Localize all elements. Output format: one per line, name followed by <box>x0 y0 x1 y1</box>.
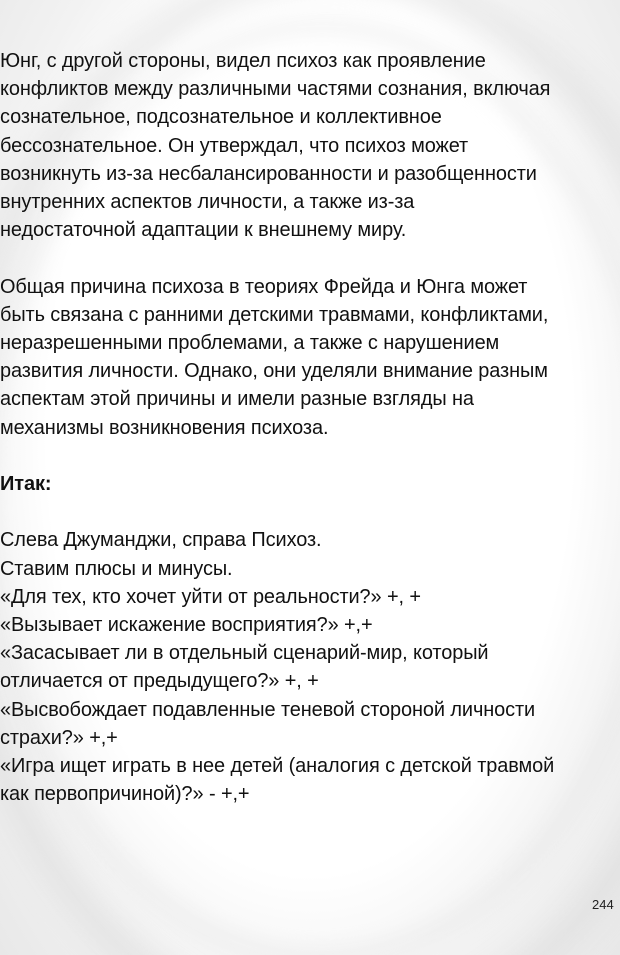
text-line: бессознательное. Он утверждал, что психоз может <box>0 134 469 157</box>
list-item: «Высвобождает подавленные теневой стороной личности <box>0 698 536 721</box>
comparison-list <box>0 526 620 808</box>
text-line: недостаточной адаптации к внешнему миру. <box>0 219 407 242</box>
text-line: конфликтов между различными частями сознания, включая <box>0 78 551 101</box>
text-line: неразрешенными проблемами, а также с нарушением <box>0 332 500 355</box>
text-line: развития личности. Однако, они уделяли внимание разным <box>0 360 548 383</box>
list-item: «Для тех, кто хочет уйти от реальности?» +, + <box>0 585 421 608</box>
paragraph-gap <box>0 442 620 470</box>
paragraph-common-cause <box>0 273 620 442</box>
list-item: Ставим плюсы и минусы. <box>0 557 233 580</box>
list-item: «Засасывает ли в отдельный сценарий-мир, который <box>0 642 489 665</box>
paragraph-gap <box>0 498 620 526</box>
text-line: сознательное, подсознательное и коллективное <box>0 106 442 129</box>
text-line: Общая причина психоза в теориях Фрейда и Юнга может <box>0 275 528 298</box>
list-item: «Игра ищет играть в нее детей (аналогия с детской травмой <box>0 755 555 778</box>
text-line: Юнг, с другой стороны, видел психоз как проявление <box>0 50 486 72</box>
list-item: Слева Джуманджи, справа Психоз. <box>0 529 322 552</box>
text-line: внутренних аспектов личности, а также из-за <box>0 191 415 214</box>
page-text <box>0 47 620 808</box>
text-line: механизмы возникновения психоза. <box>0 416 329 439</box>
text-line: аспектам этой причины и имели разные взгляды на <box>0 388 474 411</box>
paragraph-gap <box>0 244 620 272</box>
list-item: «Вызывает искажение восприятия?» +,+ <box>0 614 373 637</box>
text-line: возникнуть из-за несбалансированности и разобщенности <box>0 162 537 185</box>
text-line: быть связана с ранними детскими травмами, конфликтами, <box>0 303 549 326</box>
page-number: 244 <box>592 897 614 912</box>
list-item: как первопричиной)?» - +,+ <box>0 783 250 806</box>
paragraph-jung <box>0 47 620 244</box>
list-item: страхи?» +,+ <box>0 726 118 749</box>
list-item: отличается от предыдущего?» +, + <box>0 670 319 693</box>
section-heading: Итак: <box>0 473 52 496</box>
